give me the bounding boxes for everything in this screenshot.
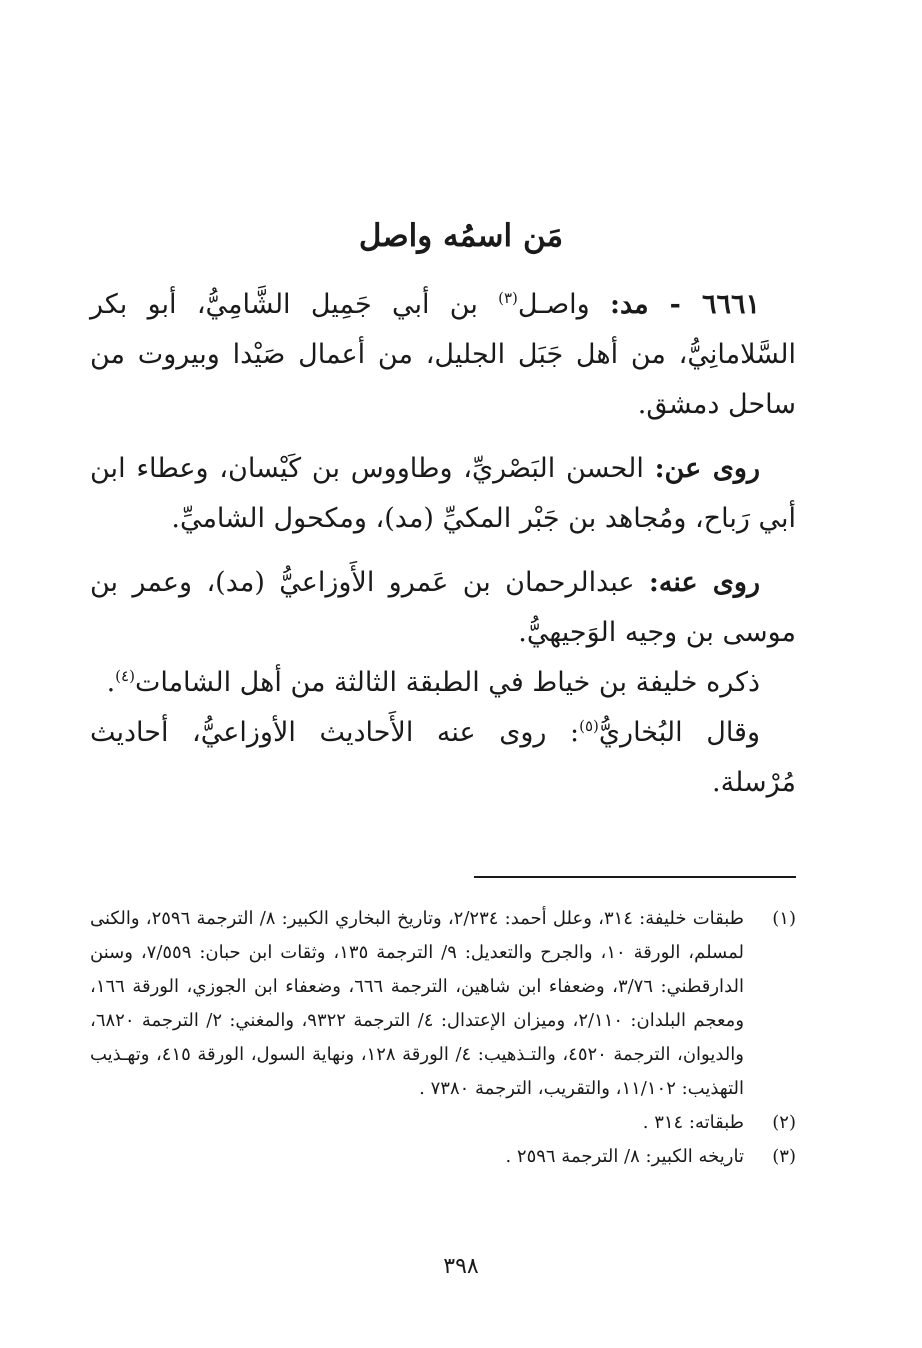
bukhari-text-a: وقال البُخاريُّ: [598, 717, 760, 748]
main-text: [90, 280, 796, 808]
rawa-anhu-label: روى عنه:: [648, 567, 760, 598]
dhakarahu-text: ذكره خليفة بن خياط في الطبقة الثالثة من أهل الشامات: [134, 667, 760, 698]
entry-number: ٦٦٦١ - مد:: [609, 289, 760, 320]
rawa-an-paragraph: [90, 444, 796, 544]
footnote-ref[interactable]: (٥): [579, 717, 599, 735]
footnote-text: تاريخه الكبير: ٨/ الترجمة ٢٥٩٦ .: [505, 1146, 744, 1167]
footnote-number: (١): [772, 908, 796, 929]
entry-text: بن أبي جَمِيل الشَّامِيُّ، أبو بكر السَّلامانِيُّ، من أهل جَبَل الجليل، من أعمال صَيْدا وبيروت من ساحل دمشق.: [90, 289, 796, 420]
entry-name: واصـل: [517, 289, 610, 320]
footnote-number: (٢): [772, 1112, 796, 1133]
page-number: ٣٩٨: [443, 1254, 479, 1279]
footnote-text: طبقاته: ٣١٤ .: [642, 1112, 744, 1133]
entry-paragraph: [90, 280, 796, 430]
footnote-text: طبقات خليفة: ٣١٤، وعلل أحمد: ٢/٢٣٤، وتاريخ البخاري الكبير: ٨/ الترجمة ٢٥٩٦، والكنى لمسلم، الورقة ١٠، والجرح والتعديل: ٩/ الترجمة ١٣٥، وثقات ابن حبان: ٧/٥٥٩، وسنن الدارقطني: ٣/٧٦، وضعفاء ابن شاهين، الترجمة ٦٦٦، وضعفاء ابن الجوزي، الورقة ١٦٦، ومعجم البلدان: ٢/١١٠، وميزان الإعتدال: ٤/ الترجمة ٩٣٢٢، والمغني: ٢/ الترجمة ٦٨٢٠، والديوان، الترجمة ٤٥٢٠، والتـذهيب: ٤/ الورقة ١٢٨، ونهاية السول، الورقة ٤١٥، وتهـذيب التهذيب: ١١/١٠٢، والتقريب، الترجمة ٧٣٨٠ .: [90, 908, 745, 1099]
section-title: مَن اسمُه واصل: [358, 218, 564, 254]
bukhari-paragraph: [90, 708, 796, 808]
rawa-an-text: الحسن البَصْريِّ، وطاووس بن كَيْسان، وعطاء ابن أبي رَباح، ومُجاهد بن جَبْر المكيِّ (مد)، ومكحول الشاميِّ.: [90, 453, 796, 534]
footnote-item: [90, 902, 796, 1106]
dhakarahu-end: .: [106, 667, 116, 698]
rawa-anhu-paragraph: [90, 558, 796, 658]
bukhari-text-b: : روى عنه الأَحاديث الأوزاعيُّ، أحاديث مُرْسلة.: [90, 717, 796, 798]
footnote-item: [90, 1140, 796, 1174]
dhakarahu-paragraph: [90, 658, 796, 708]
footnote-item: [90, 1106, 796, 1140]
rawa-an-label: روى عن:: [654, 453, 760, 484]
footnote-divider: [474, 876, 796, 878]
footnote-ref[interactable]: (٤): [115, 667, 135, 685]
footnotes: [90, 902, 796, 1174]
footnote-ref[interactable]: (٣): [498, 289, 518, 307]
footnote-number: (٣): [772, 1146, 796, 1167]
rawa-anhu-text: عبدالرحمان بن عَمرو الأَوزاعيُّ (مد)، وعمر بن موسى بن وجيه الوَجيهيُّ.: [90, 567, 796, 648]
